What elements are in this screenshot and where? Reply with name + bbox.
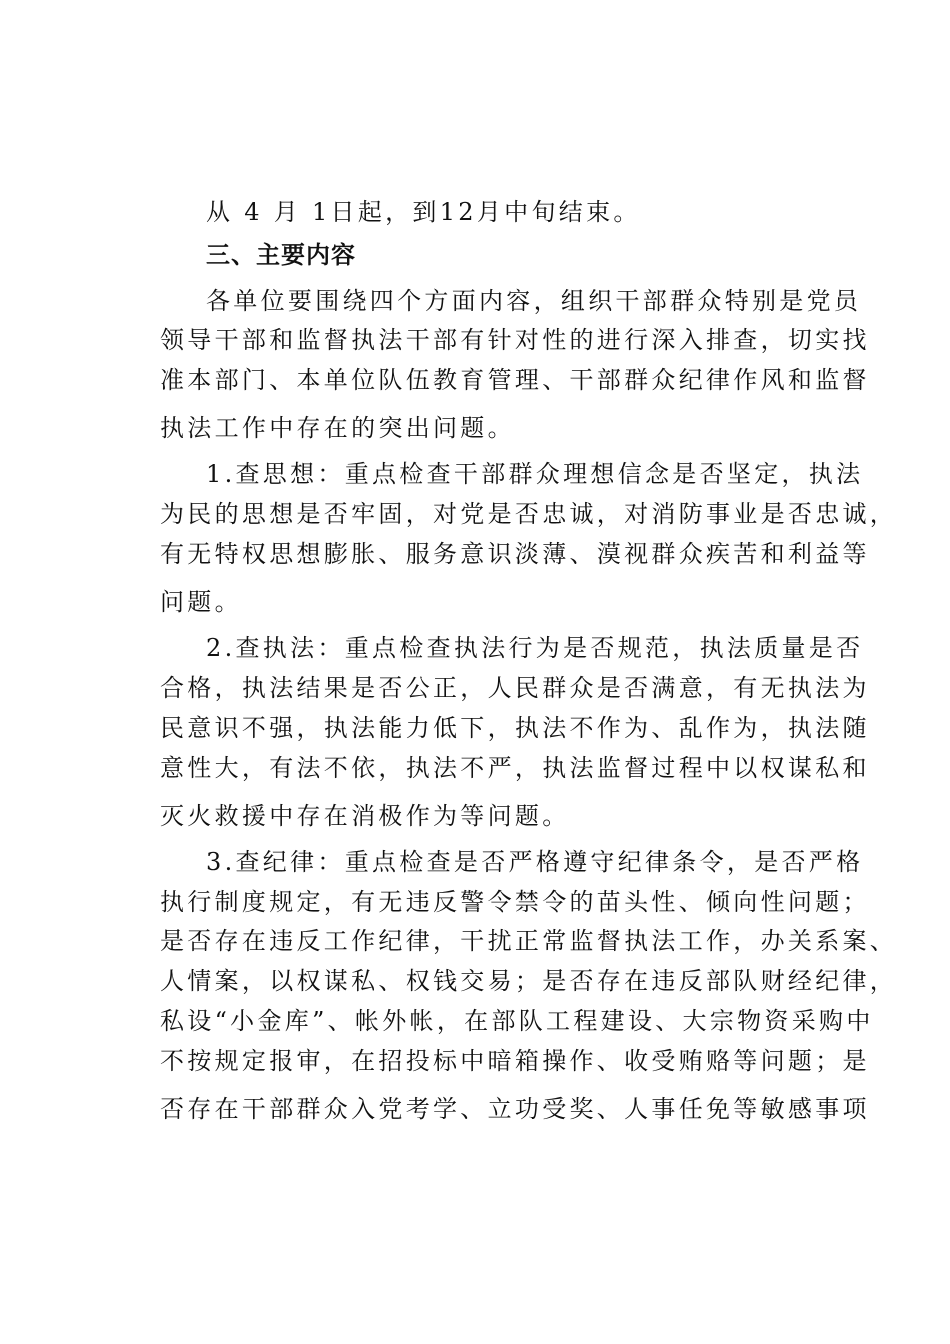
paragraph-line: 有无特权思想膨胀、服务意识淡薄、漠视群众疾苦和利益等: [160, 540, 870, 568]
paragraph-line: 为民的思想是否牢固，对党是否忠诚，对消防事业是否忠诚，: [160, 500, 898, 528]
paragraph-line: 准本部门、本单位队伍教育管理、干部群众纪律作风和监督: [160, 366, 870, 394]
paragraph-line: 否存在干部群众入党考学、立功受奖、人事任免等敏感事项: [160, 1095, 870, 1123]
paragraph-line: 私设“小金库”、帐外帐，在部队工程建设、大宗物资采购中: [160, 1007, 874, 1035]
paragraph-line: 意性大，有法不依，执法不严，执法监督过程中以权谋私和: [160, 754, 870, 782]
paragraph-line: 从 4 月 1日起，到12月中旬结束。: [206, 198, 641, 226]
paragraph-line: 各单位要围绕四个方面内容，组织干部群众特别是党员: [206, 287, 862, 315]
paragraph-line: 人情案，以权谋私、权钱交易；是否存在违反部队财经纪律，: [160, 967, 898, 995]
section-heading: 三、主要内容: [206, 241, 356, 269]
paragraph-line: 3.查纪律：重点检查是否严格遵守纪律条令，是否严格: [206, 848, 864, 876]
paragraph-line: 民意识不强，执法能力低下，执法不作为、乱作为，执法随: [160, 714, 870, 742]
paragraph-line: 2.查执法：重点检查执法行为是否规范，执法质量是否: [206, 634, 864, 662]
paragraph-line: 是否存在违反工作纪律，干扰正常监督执法工作，办关系案、: [160, 927, 898, 955]
paragraph-line: 执法工作中存在的突出问题。: [160, 414, 515, 442]
paragraph-line: 合格，执法结果是否公正，人民群众是否满意，有无执法为: [160, 674, 870, 702]
paragraph-line: 领导干部和监督执法干部有针对性的进行深入排查，切实找: [160, 326, 870, 354]
paragraph-line: 不按规定报审，在招投标中暗箱操作、收受贿赂等问题；是: [160, 1047, 870, 1075]
paragraph-line: 1.查思想：重点检查干部群众理想信念是否坚定，执法: [206, 460, 864, 488]
paragraph-line: 灭火救援中存在消极作为等问题。: [160, 802, 570, 830]
paragraph-line: 执行制度规定，有无违反警令禁令的苗头性、倾向性问题；: [160, 888, 870, 916]
paragraph-line: 问题。: [160, 588, 242, 616]
